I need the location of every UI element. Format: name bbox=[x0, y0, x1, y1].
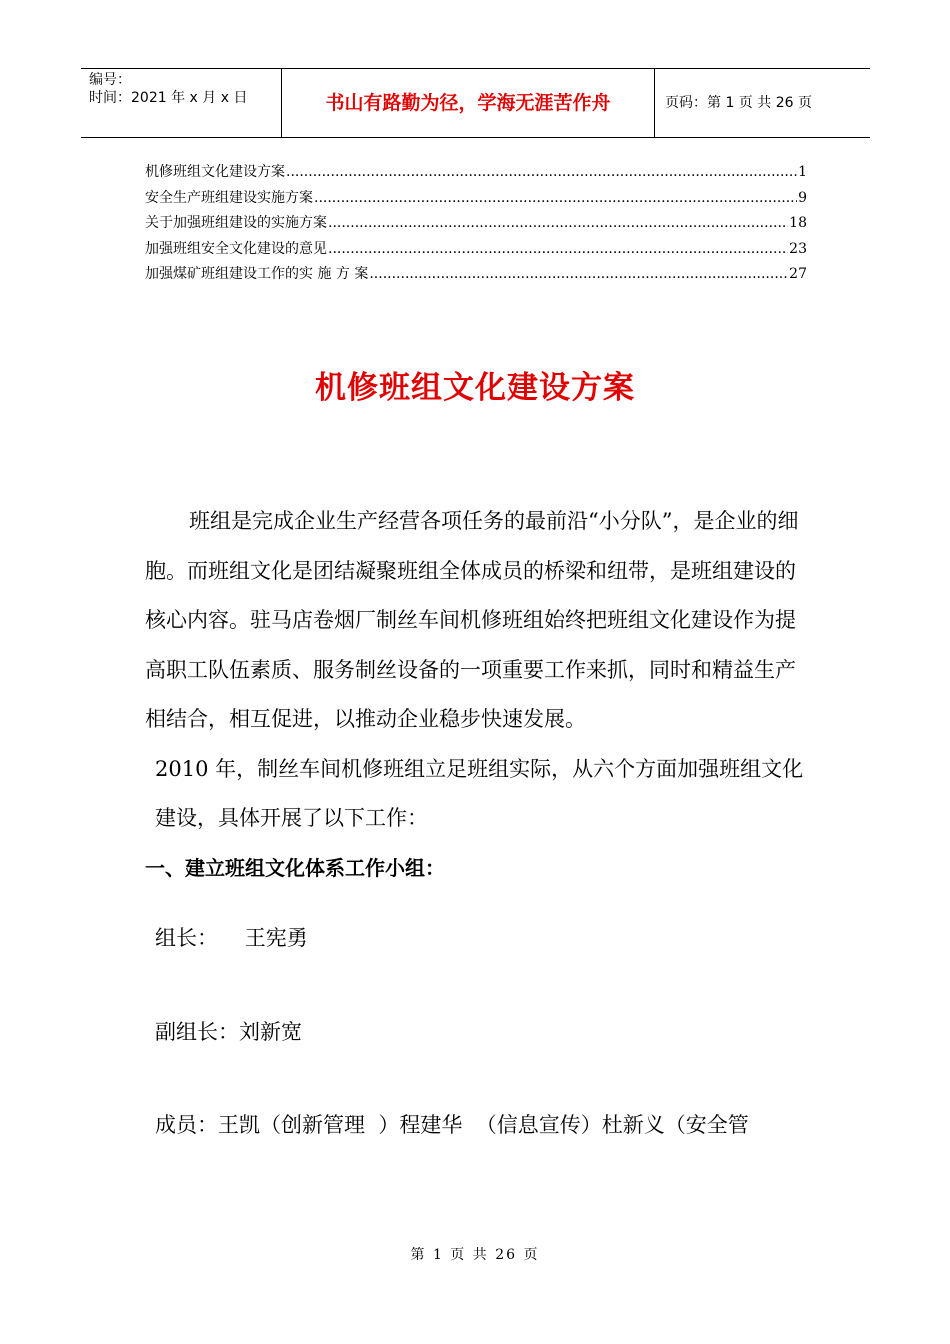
toc-entry-title: 机修班组文化建设方案 bbox=[145, 164, 285, 180]
toc-entry[interactable] bbox=[145, 211, 807, 237]
document-title: 机修班组文化建设方案 bbox=[315, 370, 635, 406]
time-label: 时间：2021 年 x 月 x 日 bbox=[89, 90, 248, 106]
toc-entry[interactable] bbox=[145, 237, 807, 263]
toc-entry-title: 关于加强班组建设的实施方案 bbox=[145, 215, 327, 231]
toc-entry-title: 加强煤矿班组建设工作的实 施 方 案 bbox=[145, 266, 369, 282]
toc-entry-page: 9 bbox=[798, 189, 807, 206]
toc-entry-page: 23 bbox=[789, 240, 807, 257]
toc-leader-dots bbox=[328, 237, 788, 263]
toc-entry[interactable] bbox=[145, 160, 807, 186]
group-vice-leader: 副组长：刘新宽 bbox=[155, 1019, 302, 1044]
document-body bbox=[145, 497, 810, 1151]
group-leader: 组长： 王宪勇 bbox=[155, 926, 308, 950]
header-page-info: 页码：第 1 页 共 26 页 bbox=[665, 95, 812, 111]
toc-entry-title: 安全生产班组建设实施方案 bbox=[145, 189, 313, 206]
toc-leader-dots bbox=[286, 160, 797, 186]
body-paragraph: 2010 年，制丝车间机修班组立足班组实际，从六个方面加强班组文化建设，具体开展了以下工作： bbox=[155, 756, 804, 830]
header-left-cell bbox=[81, 69, 281, 137]
page-footer: 第 1 页 共 26 页 bbox=[410, 1247, 540, 1263]
toc-leader-dots bbox=[328, 211, 788, 237]
toc-entry-title: 加强班组安全文化建设的意见 bbox=[145, 240, 327, 257]
toc-entry-page: 1 bbox=[798, 164, 807, 180]
header-motto: 书山有路勤为径，学海无涯苦作舟 bbox=[281, 69, 655, 137]
number-label: 编号： bbox=[89, 72, 131, 88]
group-members: 成员：王凯（创新管理 ）程建华 （信息宣传）杜新义（安全管 bbox=[155, 1113, 749, 1137]
page-header bbox=[81, 68, 870, 138]
toc-leader-dots bbox=[314, 186, 797, 212]
section-heading: 一、建立班组文化体系工作小组： bbox=[145, 855, 445, 880]
toc-leader-dots bbox=[369, 262, 788, 288]
table-of-contents bbox=[145, 160, 807, 288]
toc-entry[interactable] bbox=[145, 262, 807, 288]
body-paragraph: 班组是完成企业生产经营各项任务的最前沿“小分队”，是企业的细胞。而班组文化是团结凝聚班组全体成员的桥梁和纽带，是班组建设的核心内容。驻马店卷烟厂制丝车间机修班组始终把班组文化建设作为提高职工队伍素质、服务制丝设备的一项重要工作来抓，同时和精益生产相结合，相互促进，以推动企业稳步快速发展。 bbox=[145, 509, 799, 731]
toc-entry[interactable] bbox=[145, 186, 807, 212]
toc-entry-page: 27 bbox=[789, 266, 807, 282]
toc-entry-page: 18 bbox=[789, 215, 807, 231]
